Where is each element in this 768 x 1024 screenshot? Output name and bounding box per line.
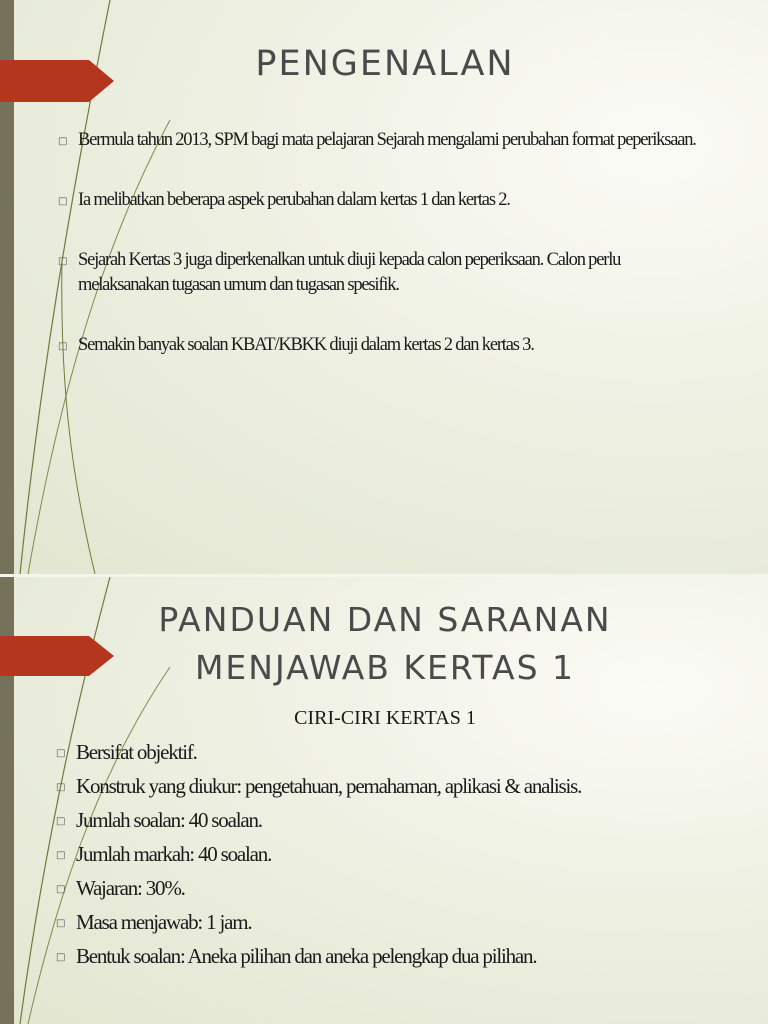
list-item: □ Bentuk soalan: Aneka pilihan dan aneka pelengkap dua pilihan. [76,943,716,970]
list-item: □ Jumlah soalan: 40 soalan. [76,807,716,834]
list-item: □ Ia melibatkan beberapa aspek perubahan dalam kertas 1 dan kertas 2. [78,188,698,213]
bullet-square-icon: □ [56,816,66,827]
bullet-square-icon: □ [58,196,68,207]
title-line: PANDUAN DAN SARANAN [158,600,612,639]
bullet-square-icon: □ [56,748,66,759]
bullet-square-icon: □ [58,341,68,352]
bullet-list [56,739,716,977]
list-item: □ Sejarah Kertas 3 juga diperkenalkan untuk diuji kepada calon peperiksaan. Calon perlu melaksanakan tugasan umum dan tugasan spesifik. [58,250,621,295]
list-item: □ Semakin banyak soalan KBAT/KBKK diuji dalam kertas 2 dan kertas 3. [78,333,698,358]
slide-title: PENGENALAN [255,44,515,84]
title-arrow-shape [0,60,114,102]
list-item: □ Bersifat objektif. [76,739,716,766]
slide-subtitle: CIRI-CIRI KERTAS 1 [294,707,476,729]
bullet-square-icon: □ [56,782,66,793]
list-item: □ Masa menjawab: 1 jam. [76,909,716,936]
bullet-square-icon: □ [58,136,68,147]
list-item: □ Wajaran: 30%. [76,875,716,902]
bullet-list [58,128,698,393]
bullet-square-icon: □ [58,256,68,267]
title-line: MENJAWAB KERTAS 1 [194,648,576,687]
slide-title [100,596,670,692]
bullet-square-icon: □ [56,952,66,963]
bullet-square-icon: □ [56,918,66,929]
list-item: □ Jumlah markah: 40 soalan. [76,841,716,868]
title-arrow-shape [0,636,114,676]
list-item: □ Bermula tahun 2013, SPM bagi mata pelajaran Sejarah mengalami perubahan format peperiksaan. [78,128,698,153]
list-item: □ Konstruk yang diukur: pengetahuan, pemahaman, aplikasi & analisis. [76,773,716,800]
bullet-square-icon: □ [56,884,66,895]
bullet-square-icon: □ [56,850,66,861]
